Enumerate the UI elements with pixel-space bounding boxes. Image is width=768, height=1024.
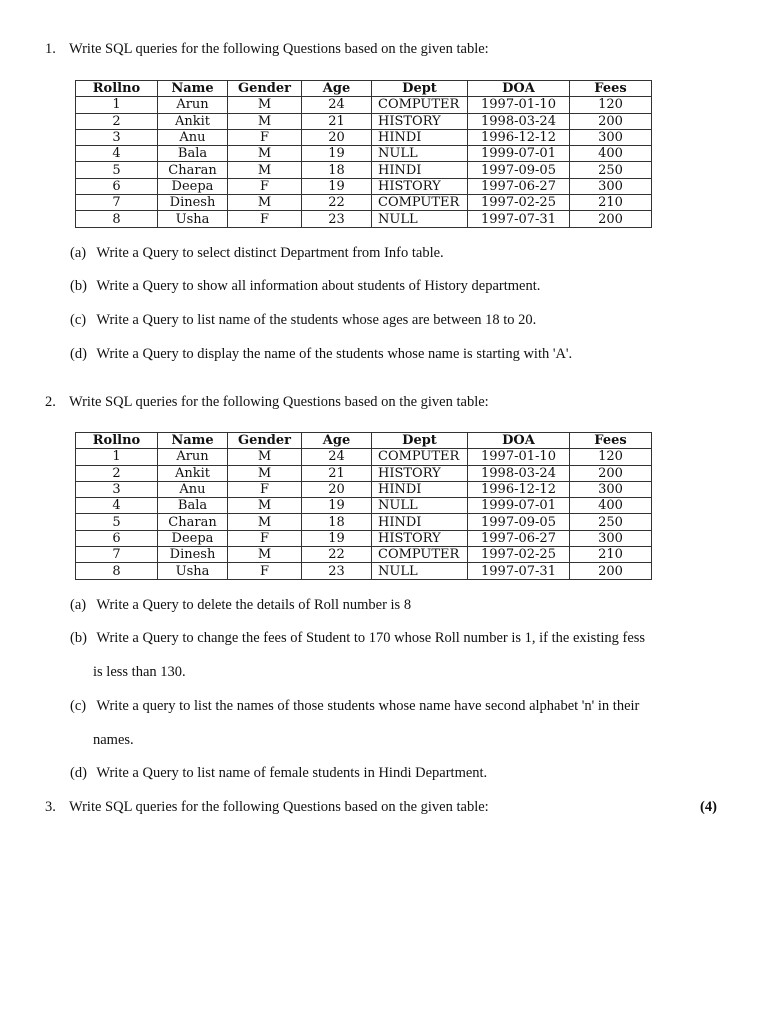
table-cell-rollno: 4 [76,146,158,162]
table-cell-fees: 210 [570,195,652,211]
table-cell-dept: HINDI [372,514,468,530]
table-cell-rollno: 5 [76,162,158,178]
table-cell-doa: 1997-09-05 [468,514,570,530]
table-cell-fees: 120 [570,449,652,465]
column-header-dept: Dept [372,433,468,449]
table-cell-fees: 400 [570,146,652,162]
table-cell-gender: F [228,481,302,497]
table-cell-name: Anu [158,481,228,497]
question-1d [70,346,572,363]
table-row [76,146,652,162]
table-cell-gender: F [228,129,302,145]
table-cell-age: 24 [302,97,372,113]
table-cell-rollno: 2 [76,113,158,129]
table-row [76,449,652,465]
table-cell-doa: 1999-07-01 [468,146,570,162]
table-row [76,195,652,211]
table-cell-doa: 1997-06-27 [468,530,570,546]
column-header-name: Name [158,81,228,97]
table-row [76,498,652,514]
table-cell-doa: 1996-12-12 [468,129,570,145]
table-cell-rollno: 6 [76,530,158,546]
table-cell-doa: 1998-03-24 [468,113,570,129]
column-header-gender: Gender [228,81,302,97]
table-cell-fees: 210 [570,547,652,563]
part-label: (b) [70,278,87,294]
student-info-table-2 [75,432,652,580]
table-cell-gender: F [228,530,302,546]
column-header-age: Age [302,433,372,449]
table-cell-name: Anu [158,129,228,145]
table-cell-name: Dinesh [158,547,228,563]
table-cell-gender: M [228,195,302,211]
table-cell-gender: M [228,465,302,481]
table-row [76,178,652,194]
question-2b [70,630,645,647]
question-1-number: 1. [45,41,56,57]
table-row [76,113,652,129]
table-cell-rollno: 8 [76,211,158,227]
table-cell-gender: M [228,97,302,113]
table-cell-dept: HISTORY [372,113,468,129]
student-info-table-1 [75,80,652,228]
table-row [76,162,652,178]
part-label: (d) [70,765,87,781]
table-cell-dept: HISTORY [372,178,468,194]
table-cell-name: Ankit [158,465,228,481]
table-cell-rollno: 1 [76,449,158,465]
column-header-name: Name [158,433,228,449]
table-cell-fees: 200 [570,211,652,227]
table-cell-name: Deepa [158,178,228,194]
table-cell-rollno: 7 [76,195,158,211]
table-cell-age: 18 [302,514,372,530]
table-cell-fees: 250 [570,514,652,530]
table-cell-gender: F [228,178,302,194]
part-text: Write a Query to show all information about students of History department. [96,278,541,294]
table-cell-dept: NULL [372,563,468,579]
table-cell-dept: COMPUTER [372,97,468,113]
table-cell-fees: 400 [570,498,652,514]
table-row [76,481,652,497]
question-1b [70,278,540,295]
question-3-number: 3. [45,799,56,815]
table-cell-name: Ankit [158,113,228,129]
column-header-fees: Fees [570,433,652,449]
table-cell-name: Charan [158,514,228,530]
table-cell-fees: 200 [570,563,652,579]
question-1a [70,245,444,262]
column-header-gender: Gender [228,433,302,449]
table-header-row [76,433,652,449]
part-label: (a) [70,597,87,613]
table-cell-doa: 1996-12-12 [468,481,570,497]
table-cell-fees: 120 [570,97,652,113]
column-header-rollno: Rollno [76,81,158,97]
column-header-age: Age [302,81,372,97]
table-cell-gender: M [228,514,302,530]
table-row [76,563,652,579]
table-cell-age: 23 [302,211,372,227]
table-cell-age: 19 [302,498,372,514]
table-cell-fees: 200 [570,465,652,481]
table-cell-doa: 1997-02-25 [468,547,570,563]
table-cell-gender: F [228,563,302,579]
table-cell-name: Arun [158,449,228,465]
table-cell-age: 19 [302,530,372,546]
table-cell-doa: 1997-06-27 [468,178,570,194]
question-2d [70,765,487,782]
table-row [76,465,652,481]
table-cell-age: 22 [302,547,372,563]
question-3-marks: (4) [700,799,717,815]
question-2-number: 2. [45,394,56,410]
column-header-rollno: Rollno [76,433,158,449]
table-cell-doa: 1997-09-05 [468,162,570,178]
table-cell-dept: NULL [372,146,468,162]
table-cell-name: Usha [158,211,228,227]
table-row [76,547,652,563]
table-row [76,211,652,227]
table-cell-name: Dinesh [158,195,228,211]
table-cell-rollno: 6 [76,178,158,194]
table-cell-gender: F [228,211,302,227]
table-cell-doa: 1999-07-01 [468,498,570,514]
table-cell-dept: NULL [372,211,468,227]
part-text: Write a Query to select distinct Department from Info table. [96,245,444,261]
table-cell-fees: 300 [570,129,652,145]
table-cell-dept: HINDI [372,129,468,145]
table-cell-name: Arun [158,97,228,113]
table-cell-age: 19 [302,146,372,162]
part-text: Write a Query to display the name of the students whose name is starting with 'A'. [96,346,573,362]
table-cell-fees: 250 [570,162,652,178]
column-header-doa: DOA [468,81,570,97]
table-cell-age: 20 [302,481,372,497]
table-cell-rollno: 4 [76,498,158,514]
part-label: (c) [70,698,87,714]
table-cell-doa: 1997-01-10 [468,97,570,113]
question-2-text: Write SQL queries for the following Questions based on the given table: [69,394,489,410]
table-cell-age: 21 [302,465,372,481]
table-cell-name: Bala [158,146,228,162]
table-cell-doa: 1998-03-24 [468,465,570,481]
part-text: Write a Query to delete the details of Roll number is 8 [96,597,412,613]
table-cell-doa: 1997-02-25 [468,195,570,211]
table-cell-age: 24 [302,449,372,465]
table-row [76,97,652,113]
question-2b-continuation: is less than 130. [93,664,186,680]
column-header-doa: DOA [468,433,570,449]
table-cell-rollno: 3 [76,129,158,145]
table-cell-age: 21 [302,113,372,129]
table-cell-rollno: 3 [76,481,158,497]
table-cell-age: 19 [302,178,372,194]
table-cell-doa: 1997-01-10 [468,449,570,465]
table-row [76,530,652,546]
table-cell-dept: NULL [372,498,468,514]
table-cell-fees: 300 [570,530,652,546]
table-cell-name: Deepa [158,530,228,546]
table-cell-rollno: 2 [76,465,158,481]
table-cell-fees: 300 [570,178,652,194]
part-text: Write a Query to change the fees of Student to 170 whose Roll number is 1, if the existing fess [96,630,646,646]
table-cell-gender: M [228,449,302,465]
question-2c-continuation: names. [93,732,134,748]
question-3-text: Write SQL queries for the following Questions based on the given table: [69,799,489,815]
table-cell-gender: M [228,146,302,162]
part-text: Write a Query to list name of female students in Hindi Department. [96,765,488,781]
table-cell-rollno: 7 [76,547,158,563]
table-cell-gender: M [228,162,302,178]
part-label: (b) [70,630,87,646]
part-label: (c) [70,312,87,328]
table-cell-fees: 300 [570,481,652,497]
question-2a [70,597,411,614]
table-cell-doa: 1997-07-31 [468,563,570,579]
table-cell-age: 20 [302,129,372,145]
table-cell-rollno: 8 [76,563,158,579]
question-2c [70,698,639,715]
table-cell-gender: M [228,498,302,514]
table-cell-doa: 1997-07-31 [468,211,570,227]
table-cell-dept: COMPUTER [372,195,468,211]
table-cell-dept: HINDI [372,162,468,178]
question-1c [70,312,536,329]
table-cell-gender: M [228,113,302,129]
part-label: (d) [70,346,87,362]
column-header-fees: Fees [570,81,652,97]
table-cell-age: 18 [302,162,372,178]
part-text: Write a query to list the names of those students whose name have second alphabet 'n' in their [96,698,640,714]
table-cell-dept: COMPUTER [372,547,468,563]
table-cell-rollno: 1 [76,97,158,113]
table-cell-name: Charan [158,162,228,178]
part-text: Write a Query to list name of the students whose ages are between 18 to 20. [96,312,537,328]
table-cell-dept: HISTORY [372,465,468,481]
table-cell-dept: COMPUTER [372,449,468,465]
table-cell-gender: M [228,547,302,563]
table-header-row [76,81,652,97]
part-label: (a) [70,245,87,261]
table-cell-rollno: 5 [76,514,158,530]
table-cell-dept: HINDI [372,481,468,497]
question-1-text: Write SQL queries for the following Questions based on the given table: [69,41,489,57]
column-header-dept: Dept [372,81,468,97]
table-cell-dept: HISTORY [372,530,468,546]
table-cell-age: 23 [302,563,372,579]
table-cell-age: 22 [302,195,372,211]
table-row [76,514,652,530]
table-cell-name: Usha [158,563,228,579]
table-cell-name: Bala [158,498,228,514]
table-row [76,129,652,145]
table-cell-fees: 200 [570,113,652,129]
